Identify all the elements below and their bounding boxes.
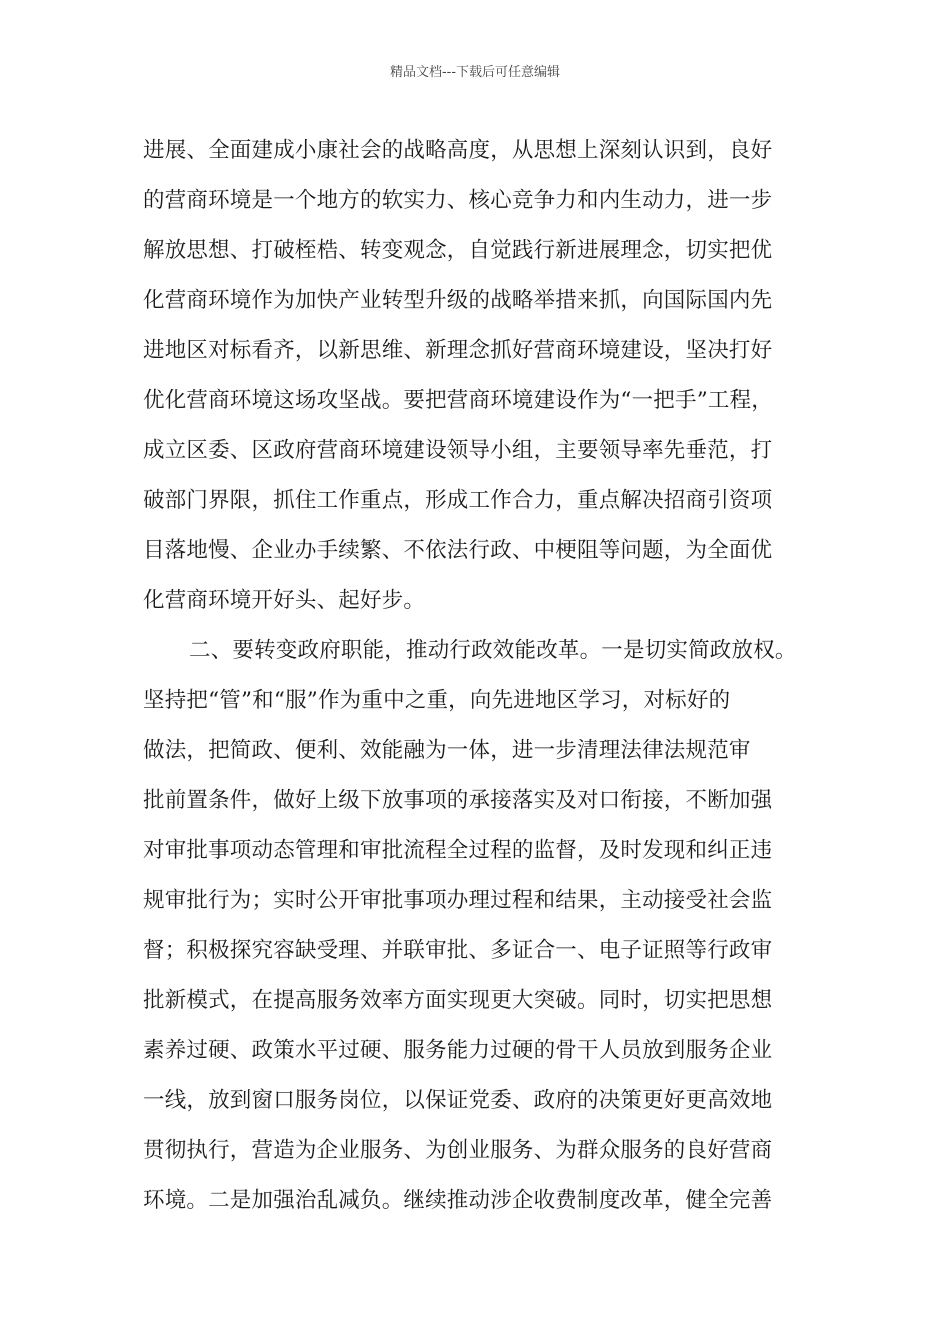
text-line: 化营商环境作为加快产业转型升级的战略举措来抓，向国际国内先 <box>143 288 773 313</box>
page-header: 精品文档---下载后可任意编辑 <box>389 65 561 80</box>
text-line: 规审批行为；实时公开审批事项办理过程和结果，主动接受社会监 <box>143 888 773 913</box>
text-line: 贯彻执行，营造为企业服务、为创业服务、为群众服务的良好营商 <box>143 1138 773 1163</box>
text-line: 目落地慢、企业办手续繁、不依法行政、中梗阻等问题，为全面优 <box>143 538 773 563</box>
text-line: 批新模式，在提高服务效率方面实现更大突破。同时，切实把思想 <box>143 988 773 1013</box>
text-line: 成立区委、区政府营商环境建设领导小组，主要领导率先垂范，打 <box>143 438 773 463</box>
text-line: 对审批事项动态管理和审批流程全过程的监督，及时发现和纠正违 <box>143 838 773 863</box>
text-line: 批前置条件，做好上级下放事项的承接落实及对口衔接，不断加强 <box>143 788 773 813</box>
text-line: 优化营商环境这场攻坚战。要把营商环境建设作为“一把手”工程， <box>143 388 773 413</box>
paragraph-start-line: 二、要转变政府职能，推动行政效能改革。一是切实简政放权。 <box>189 638 797 663</box>
text-line: 做法，把简政、便利、效能融为一体，进一步清理法律法规范审 <box>143 738 751 763</box>
text-line: 坚持把“管”和“服”作为重中之重，向先进地区学习，对标好的 <box>143 688 731 713</box>
text-line: 督；积极探究容缺受理、并联审批、多证合一、电子证照等行政审 <box>143 938 773 963</box>
text-line: 进地区对标看齐，以新思维、新理念抓好营商环境建设，坚决打好 <box>143 338 773 363</box>
text-line: 素养过硬、政策水平过硬、服务能力过硬的骨干人员放到服务企业 <box>143 1038 773 1063</box>
text-line: 环境。二是加强治乱减负。继续推动涉企收费制度改革，健全完善 <box>143 1188 773 1213</box>
document-body <box>143 126 823 1226</box>
text-line: 破部门界限，抓住工作重点，形成工作合力，重点解决招商引资项 <box>143 488 773 513</box>
text-line: 进展、全面建成小康社会的战略高度，从思想上深刻认识到，良好 <box>143 138 773 163</box>
text-line: 的营商环境是一个地方的软实力、核心竞争力和内生动力，进一步 <box>143 188 773 213</box>
text-line: 一线，放到窗口服务岗位，以保证党委、政府的决策更好更高效地 <box>143 1088 773 1113</box>
text-line: 化营商环境开好头、起好步。 <box>143 588 426 613</box>
text-line: 解放思想、打破桎梏、转变观念，自觉践行新进展理念，切实把优 <box>143 238 773 263</box>
